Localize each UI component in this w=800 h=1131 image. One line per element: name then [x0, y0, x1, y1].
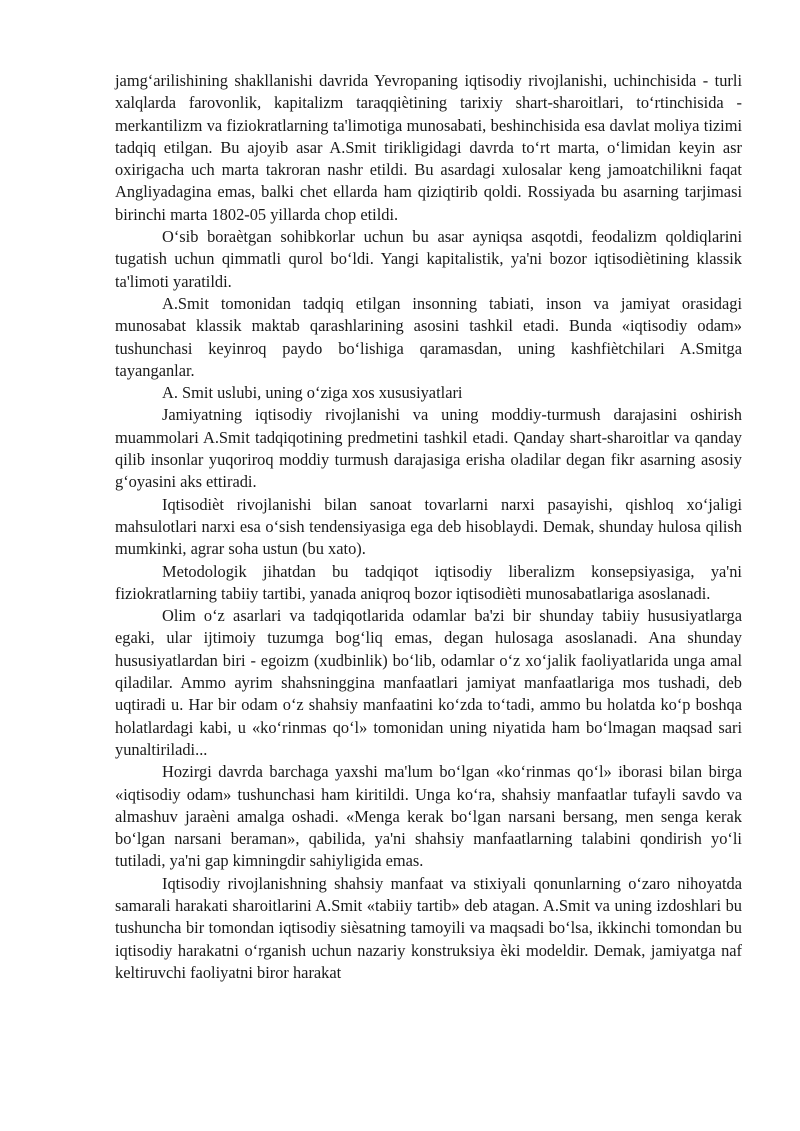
paragraph: Iqtisodiy rivojlanishning shahsiy manfaat va stixiyali qonunlarning o‘zaro nihoyatda samarali harakati sharoitlarini A.Smit «tabiiy tartib» deb atagan. A.Smit va uning izdoshlari bu tushuncha bir tomondan iqtisodiy siѐsatning tamoyili va maqsadi bo‘lsa, ikkinchi tomondan bu iqtisodiy harakatni o‘rganish uchun nazariy konstruksiya èki modeldir. Demak, jamiyatga naf keltiruvchi faoliyatni biror harakat	[115, 873, 742, 982]
paragraph: Hozirgi davrda barchaga yaxshi ma'lum bo‘lgan «ko‘rinmas qo‘l» iborasi bilan birga «iqtisodiy odam» tushunchasi ham kiritildi. Unga ko‘ra, shahsiy manfaatlar tufayli savdo va almashuv jaraèni amalga oshadi. «Menga kerak bo‘lgan narsani bersang, men senga kerak bo‘lgan narsani beraman», qabilida, ya'ni shahsiy manfaatlarning talabini qondirish yo‘li tutiladi, ya'ni gap kimningdir sahiyligida emas.	[115, 762, 742, 871]
paragraph-continued: jamg‘arilishining shakllanishi davrida Yevropaning iqtisodiy rivojlanishi, uchinchisida - turli xalqlarda farovonlik, kapitalizm taraqqiètining tarixiy shart-sharoitlari, to‘rtinchisida - merkantilizm va fiziokratlarning ta'limotiga munosabati, beshinchisida esa davlat moliya tizimi tadqiq etilgan. Bu ajoyib asar A.Smit tirikligidagi davrda to‘rt marta, o‘limidan keyin asr oxirigacha uch marta takroran nashr etildi. Bu asardagi xulosalar keng jamoatchilikni faqat Angliyadagina emas, balki chet ellarda ham qiziqtirib qoldi. Rossiyada bu asarning tarjimasi birinchi marta 1802-05 yillarda chop etildi.	[115, 71, 742, 224]
section-heading: A. Smit uslubi, uning o‘ziga xos xususiyatlari	[162, 383, 463, 403]
paragraph: Metodologik jihatdan bu tadqiqot iqtisodiy liberalizm konsepsiyasiga, ya'ni fiziokratlarning tabiiy tartibi, yanada aniqroq bozor iqtisodièti munosabatlariga asoslanadi.	[115, 561, 742, 603]
paragraph: Olim o‘z asarlari va tadqiqotlarida odamlar ba'zi bir shunday tabiiy hususiyatlarga egaki, ular ijtimoiy tuzumga bog‘liq emas, degan hulosaga asoslanadi. Ana shunday hususiyatlardan biri - egoizm (xudbinlik) bo‘lib, odamlar o‘z xo‘jalik faoliyatlarida unga amal qiladilar. Ammo ayrim shahsninggina manfaatlari jamiyat manfaatlariga mos tushadi, deb uqtiradi u. Har bir odam o‘z shahsiy manfaatini ko‘zda to‘tadi, ammo bu holatda ko‘p boshqa holatlardagi kabi, u «ko‘rinmas qo‘l» tomonidan uning niyatida ham bo‘lmagan maqsad sari yunaltiriladi...	[115, 606, 742, 759]
paragraph: Jamiyatning iqtisodiy rivojlanishi va uning moddiy-turmush darajasini oshirish muammolari A.Smit tadqiqotining predmetini tashkil etadi. Qanday shart-sharoitlar va qanday qilib insonlar yuqoriroq moddiy turmush darajasiga erisha oladilar degan fikr asarning asosiy g‘oyasini aks ettiradi.	[115, 405, 742, 492]
paragraph: O‘sib boraètgan sohibkorlar uchun bu asar ayniqsa asqotdi, feodalizm qoldiqlarini tugatish uchun qimmatli qurol bo‘ldi. Yangi kapitalistik, ya'ni bozor iqtisodiètining klassik ta'limoti yaratildi.	[115, 227, 742, 291]
paragraph: Iqtisodièt rivojlanishi bilan sanoat tovarlarni narxi pasayishi, qishloq xo‘jaligi mahsulotlari narxi esa o‘sish tendensiyasiga ega deb hisoblaydi. Demak, shunday hulosa qilish mumkinki, agrar soha ustun (bu xato).	[115, 494, 742, 559]
document-page	[115, 70, 742, 984]
paragraph: A.Smit tomonidan tadqiq etilgan insonning tabiati, inson va jamiyat orasidagi munosabat klassik maktab qarashlarining asosini tashkil etadi. Bunda «iqtisodiy odam» tushunchasi keyinroq paydo bo‘lishiga qaramasdan, uning kashfiètchilari A.Smitga tayanganlar.	[115, 293, 742, 380]
